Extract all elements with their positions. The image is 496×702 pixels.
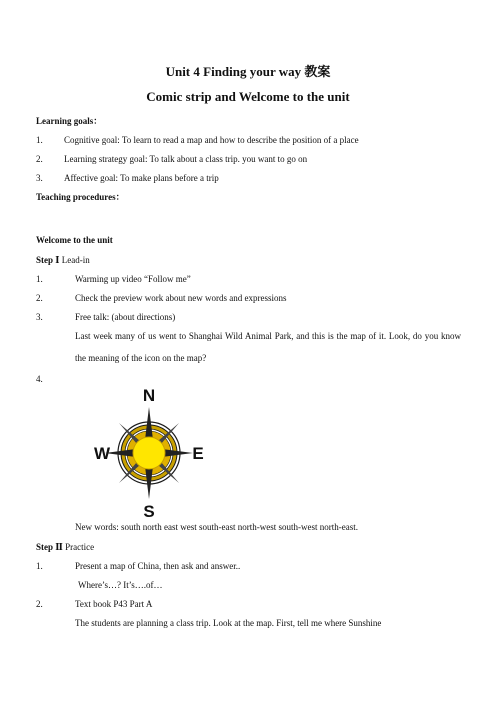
compass-icon <box>92 388 204 518</box>
free-talk-paragraph: Last week many of us went to Shanghai Wild Animal Park, and this is the map of it. Look, do you know the meaning of the icon on the map? <box>75 331 461 363</box>
step-1-label: Step Ⅰ <box>36 255 60 265</box>
step-2-title: Practice <box>65 542 95 552</box>
document-subtitle: Comic strip and Welcome to the unit <box>146 89 350 104</box>
goal-number: 3. <box>36 173 43 183</box>
compass-east-label: E <box>192 444 204 463</box>
welcome-heading: Welcome to the unit <box>36 235 113 245</box>
document-title: Unit 4 Finding your way 教案 <box>165 64 331 79</box>
step-2-heading <box>36 541 94 553</box>
compass-south-label: S <box>143 502 155 518</box>
step-item-number: 2. <box>36 293 43 303</box>
teaching-procedures-heading: Teaching procedures： <box>36 192 125 202</box>
step-1-title: Lead-in <box>61 255 90 265</box>
step-item-text: Warming up video “Follow me” <box>75 274 191 284</box>
step-item-text: Free talk: (about directions) <box>75 312 176 322</box>
goal-text: Affective goal: To make plans before a trip <box>64 173 219 183</box>
goal-number: 1. <box>36 135 43 145</box>
step-item-text: Text book P43 Part A <box>75 599 153 609</box>
step-2-label: Step Ⅱ <box>36 542 63 552</box>
step-item-number: 4. <box>36 374 43 384</box>
goal-number: 2. <box>36 154 43 164</box>
step-item-number: 3. <box>36 312 43 322</box>
new-words-line: New words: south north east west south-east north-west south-west north-east. <box>75 522 358 532</box>
step-1-heading <box>36 254 90 266</box>
step-item-number: 2. <box>36 599 43 609</box>
class-trip-paragraph: The students are planning a class trip. Look at the map. First, tell me where Sunshine <box>75 618 382 628</box>
compass-north-label: N <box>142 388 156 405</box>
goal-text: Learning strategy goal: To talk about a class trip. you want to go on <box>64 154 308 164</box>
learning-goals-heading: Learning goals： <box>36 116 103 126</box>
goal-text: Cognitive goal: To learn to read a map and how to describe the position of a place <box>64 135 359 145</box>
step-item-number: 1. <box>36 274 43 284</box>
step-item-text: Present a map of China, then ask and answer.. <box>75 561 241 571</box>
step-item-text: Check the preview work about new words and expressions <box>75 293 287 303</box>
compass-west-label: W <box>93 444 111 463</box>
step-item-number: 1. <box>36 561 43 571</box>
dialog-pattern: Where’s…? It’s….of… <box>78 580 163 590</box>
